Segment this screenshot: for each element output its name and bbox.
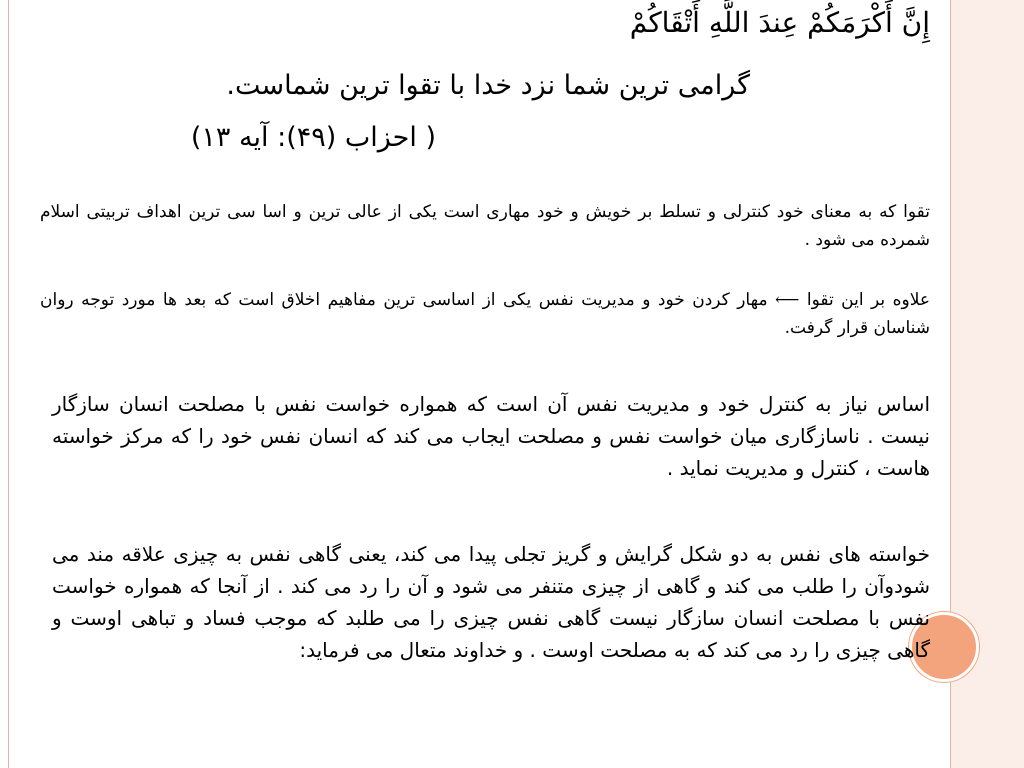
paragraph-basis-of-control: اساس نیاز به کنترل خود و مدیریت نفس آن است که همواره خواست نفس با مصلحت انسان سازگار نیست . ناسازگاری میان خواست نفس و مصلحت ایجاب می کند که انسان نفس خود را که مرکز خواسته هاست ، کنترل و مدیریت نماید . (52, 392, 930, 480)
quran-verse: إِنَّ أَكْرَمَكُمْ عِندَ اللَّهِ أَتْقَاكُمْ (629, 6, 930, 39)
paragraph-self-management: علاوه بر این تقوا ⟵ مهار کردن خود و مدیریت نفس یکی از اساسی ترین مفاهیم اخلاق است که بعد ها مورد توجه روان شناسان قرار گرفت. (40, 290, 930, 338)
verse-reference: ( احزاب (۴۹): آیه ۱۳) (190, 122, 436, 153)
paragraph-taqwa-definition: تقوا که به معنای خود کنترلی و تسلط بر خویش و خود مهاری است یکی از عالی ترین و اسا سی ترین اهداف تربیتی اسلام شمرده می شود . (40, 202, 930, 250)
paragraph-desires-of-self: خواسته های نفس به دو شکل گرایش و گریز تجلی پیدا می کند، یعنی گاهی نفس به چیزی علاقه مند می شودوآن را طلب می کند و گاهی از چیزی متنفر می شود و آن را رد می کند . از آنجا که همواره خواست نفس با مصلحت انسان سازگار نیست گاهی نفس چیزی را می طلبد که موجب فساد و تباهی اوست و گاهی چیزی را رد می کند که به مصلحت اوست . و خداوند متعال می فرماید: (52, 542, 930, 662)
left-border-line (8, 0, 9, 768)
verse-translation: گرامی ترین شما نزد خدا با تقوا ترین شماست. (226, 70, 750, 101)
